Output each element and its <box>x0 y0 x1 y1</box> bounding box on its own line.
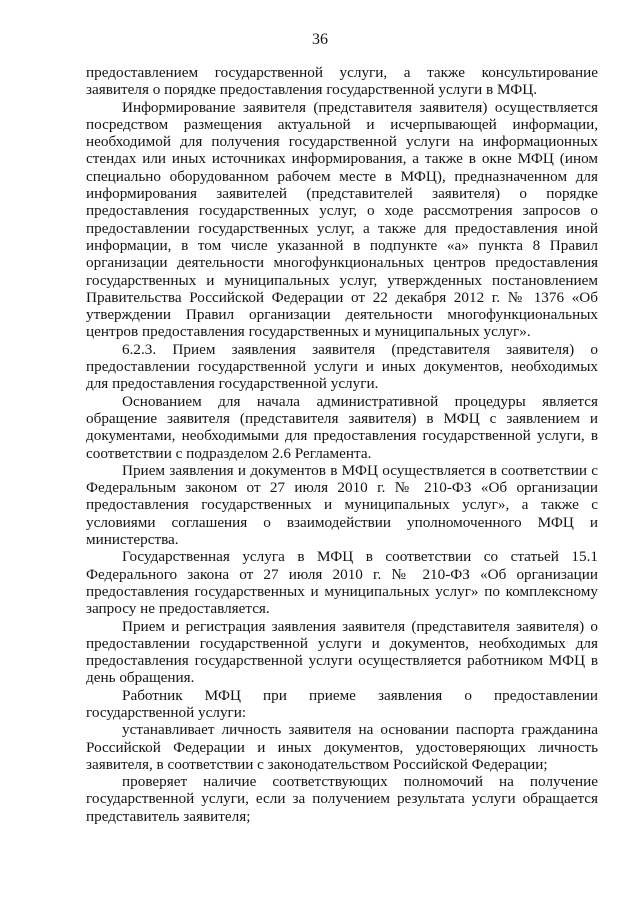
paragraph-informing: Информирование заявителя (представителя заявителя) осуществляется посредством размещения актуальной и исчерпывающей информации, необходимой для получения государственной услуги на информационных стендах или иных источниках информирования, а также в окне МФЦ (ином специально оборудованном рабочем месте в МФЦ), предназначенном для информирования заявителей (представителей заявителя) о порядке предоставления государственных услуг, о ходе рассмотрения запросов о предоставлении государственных услуг, а также для предоставления иной информации, в том числе указанной в подпункте «а» пункта 8 Правил организации деятельности многофункциональных центров предоставления государственных и муниципальных услуг, утвержденных постановлением Правительства Российской Федерации от 22 декабря 2012 г. № 1376 «Об утверждении Правил организации деятельности многофункциональных центров предоставления государственных и муниципальных услуг». <box>86 98 598 341</box>
page-number: 36 <box>312 31 328 48</box>
paragraph-complex-request: Государственная услуга в МФЦ в соответствии со статьей 15.1 Федерального закона от 27 июля 2010 г. № 210-ФЗ «Об организации предоставления государственных и муниципальных услуг» по комплексному запросу не предоставляется. <box>86 548 598 618</box>
paragraph-authority-check: проверяет наличие соответствующих полномочий на получение государственной услуги, если за получением результата услуги обращается представитель заявителя; <box>86 773 598 825</box>
paragraph-grounds: Основанием для начала административной процедуры является обращение заявителя (представителя заявителя) в МФЦ с заявлением и документами, необходимыми для предоставления государственной услуги, в соответствии с подразделом 2.6 Регламента. <box>86 392 598 462</box>
paragraph-section-6-2-3: 6.2.3. Прием заявления заявителя (представителя заявителя) о предоставлении государственной услуги и иных документов, необходимых для предоставления государственной услуги. <box>86 340 598 393</box>
document-body <box>86 64 598 825</box>
paragraph-acceptance-law: Прием заявления и документов в МФЦ осуществляется в соответствии с Федеральным законом от 27 июля 2010 г. № 210-ФЗ «Об организации предоставления государственных и муниципальных услуг», а также с условиями соглашения о взаимодействии уполномоченного МФЦ и министерства. <box>86 461 598 549</box>
paragraph-worker-duties: Работник МФЦ при приеме заявления о предоставлении государственной услуги: <box>86 686 598 721</box>
paragraph-registration: Прием и регистрация заявления заявителя (представителя заявителя) о предоставлении государственной услуги и документов, необходимых для предоставления государственной услуги осуществляется работником МФЦ в день обращения. <box>86 617 598 687</box>
paragraph-continuation: предоставлением государственной услуги, а также консультирование заявителя о порядке предоставления государственной услуги в МФЦ. <box>86 64 598 99</box>
paragraph-identity-check: устанавливает личность заявителя на основании паспорта гражданина Российской Федерации и иных документов, удостоверяющих личность заявителя, в соответствии с законодательством Российской Федерации; <box>86 721 598 773</box>
